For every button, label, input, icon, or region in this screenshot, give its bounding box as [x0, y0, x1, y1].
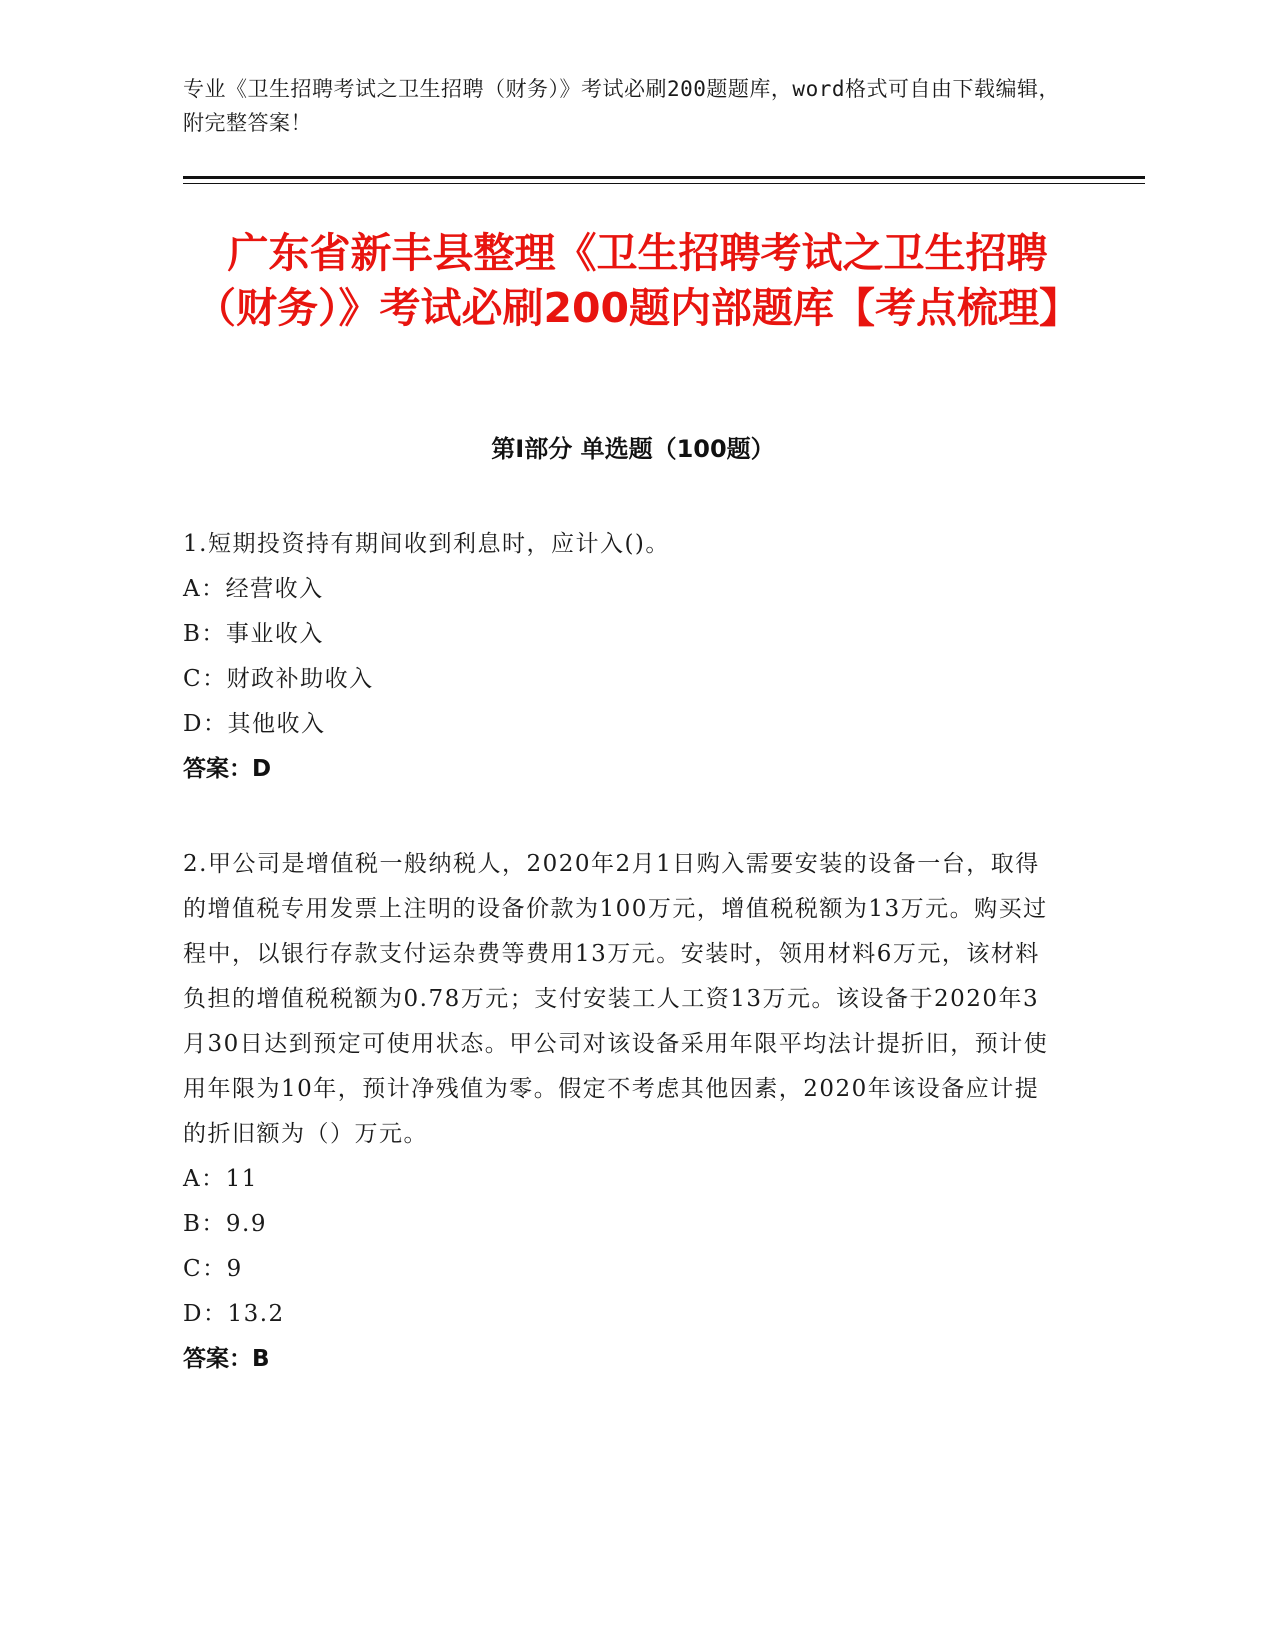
option-a: A：11: [183, 1166, 258, 1192]
question-1: [183, 522, 1063, 792]
option-c: C：财政补助收入: [183, 666, 374, 692]
answer: 答案：B: [183, 1346, 270, 1372]
option-c: C：9: [183, 1256, 243, 1282]
header-rule-thin: [183, 183, 1145, 184]
option-a: A：经营收入: [183, 576, 324, 602]
option-d: D：其他收入: [183, 711, 326, 737]
answer: 答案：D: [183, 756, 272, 782]
option-b: B：9.9: [183, 1211, 267, 1237]
question-2: [183, 842, 1063, 1382]
option-d: D：13.2: [183, 1301, 285, 1327]
section-heading: 第I部分 单选题（100题）: [491, 435, 775, 463]
option-b: B：事业收入: [183, 621, 324, 647]
question-stem: 1.短期投资持有期间收到利息时，应计入()。: [183, 531, 670, 557]
header-rule-thick: [183, 176, 1145, 179]
question-stem: 2.甲公司是增值税一般纳税人，2020年2月1日购入需要安装的设备一台，取得的增值税专用发票上注明的设备价款为100万元，增值税税额为13万元。购买过程中，以银行存款支付运杂费等费用13万元。安装时，领用材料6万元，该材料负担的增值税税额为0.78万元；支付安装工人工资13万元。该设备于2020年3月30日达到预定可使用状态。甲公司对该设备采用年限平均法计提折旧，预计使用年限为10年，预计净残值为零。假定不考虑其他因素，2020年该设备应计提的折旧额为（）万元。: [183, 851, 1049, 1147]
document-title: 广东省新丰县整理《卫生招聘考试之卫生招聘（财务）》考试必刷200题内部题库【考点梳理】: [194, 229, 1081, 332]
header-note: 专业《卫生招聘考试之卫生招聘（财务）》考试必刷200题题库，word格式可自由下载编辑，附完整答案！: [183, 77, 1060, 135]
